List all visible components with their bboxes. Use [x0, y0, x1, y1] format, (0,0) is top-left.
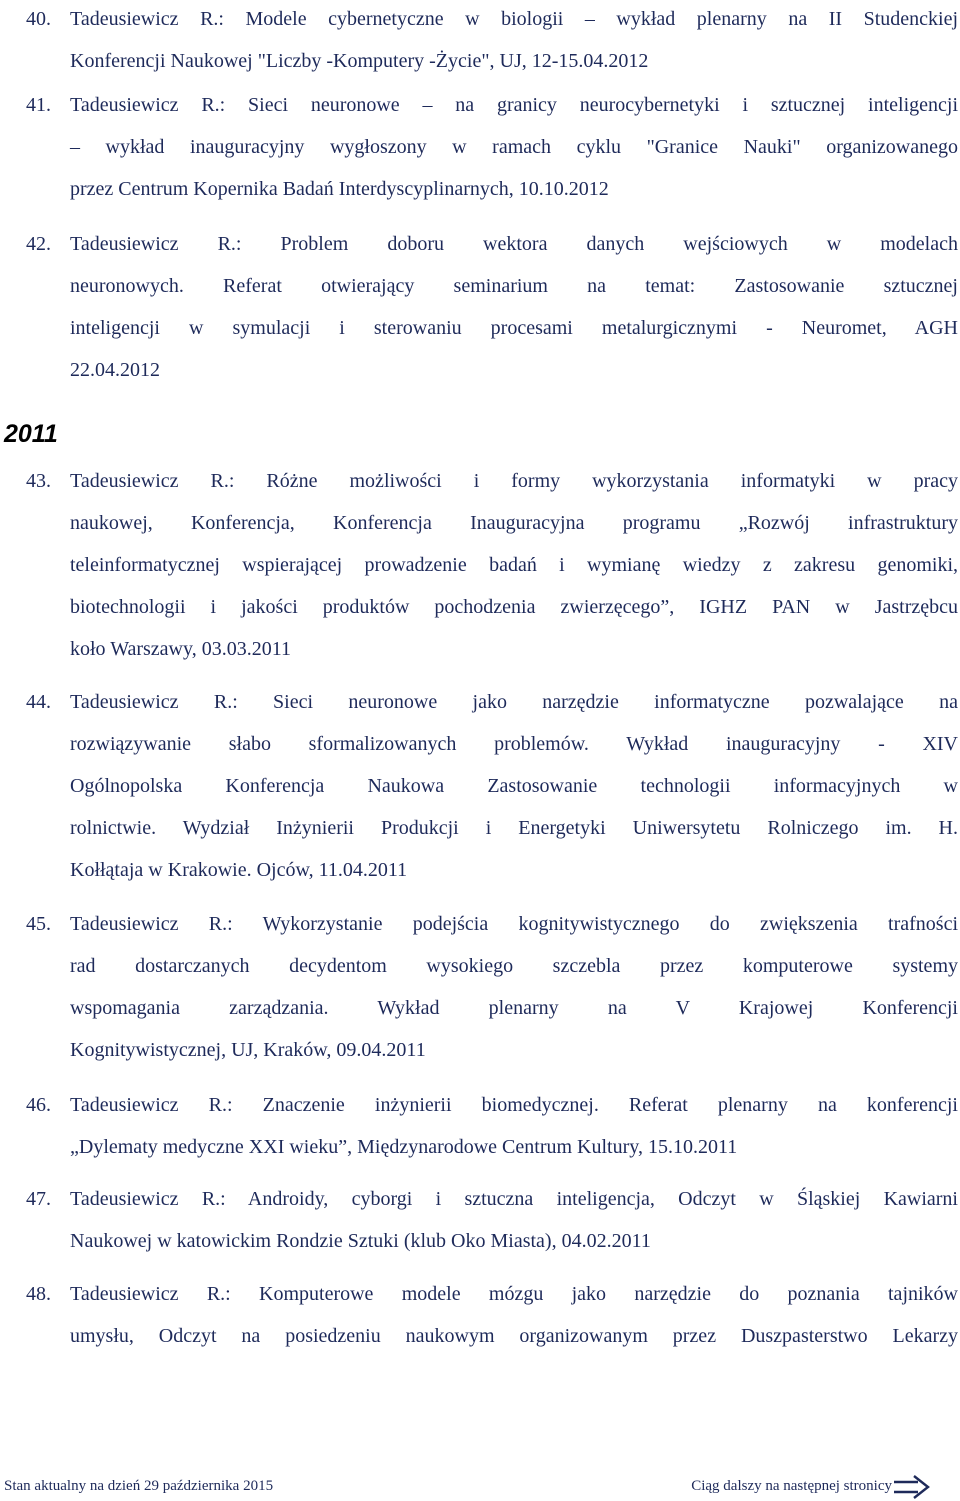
item-line: naukowej, Konferencja, Konferencja Inauguracyjna programu „Rozwój infrastruktury	[70, 512, 958, 534]
item-line: inteligencji w symulacji i sterowaniu procesami metalurgicznymi - Neuromet, AGH	[70, 317, 958, 339]
item-line: Tadeusiewicz R.: Różne możliwości i formy wykorzystania informatyki w pracy	[70, 470, 958, 492]
item-line: Naukowej w katowickim Rondzie Sztuki (klub Oko Miasta), 04.02.2011	[70, 1230, 651, 1252]
footer-status: Stan aktualny na dzień 29 października 2015	[4, 1478, 274, 1494]
item-line: przez Centrum Kopernika Badań Interdyscyplinarnych, 10.10.2012	[70, 178, 609, 200]
list-item	[26, 903, 958, 1071]
item-line: koło Warszawy, 03.03.2011	[70, 638, 291, 660]
item-line: Ogólnopolska Konferencja Naukowa Zastosowanie technologii informacyjnych w	[70, 775, 958, 797]
item-line: teleinformatycznej wspierającej prowadzenie badań i wymianę wiedzy z zakresu genomiki,	[70, 554, 958, 576]
item-line: Tadeusiewicz R.: Komputerowe modele mózgu jako narzędzie do poznania tajników	[70, 1283, 958, 1305]
item-line: rolnictwie. Wydział Inżynierii Produkcji i Energetyki Uniwersytetu Rolniczego im. H.	[70, 817, 958, 839]
item-line: biotechnologii i jakości produktów pochodzenia zwierzęcego”, IGHZ PAN w Jastrzębcu	[70, 596, 958, 618]
item-line: wspomagania zarządzania. Wykład plenarny na V Krajowej Konferencji	[70, 997, 958, 1019]
year-heading: 2011	[4, 420, 58, 448]
footer-continued: Ciąg dalszy na następnej stronicy	[691, 1478, 892, 1494]
item-line: Konferencji Naukowej "Liczby -Komputery -Życie", UJ, 12-15.04.2012	[70, 50, 649, 72]
item-line: „Dylematy medyczne XXI wieku”, Międzynarodowe Centrum Kultury, 15.10.2011	[70, 1136, 738, 1158]
item-line: neuronowych. Referat otwierający seminarium na temat: Zastosowanie sztucznej	[70, 275, 958, 297]
item-line: Tadeusiewicz R.: Sieci neuronowe – na granicy neurocybernetyki i sztucznej inteligencji	[70, 94, 958, 116]
double-right-arrow-icon	[892, 1473, 932, 1501]
item-line: rozwiązywanie słabo sformalizowanych problemów. Wykład inauguracyjny - XIV	[70, 733, 958, 755]
item-number: 42.	[26, 233, 51, 255]
item-number: 41.	[26, 94, 51, 116]
item-line: Tadeusiewicz R.: Modele cybernetyczne w biologii – wykład plenarny na II Studenckiej	[70, 8, 958, 30]
item-line: 22.04.2012	[70, 359, 160, 381]
list-item	[26, 1178, 958, 1262]
item-number: 44.	[26, 691, 51, 713]
item-number: 45.	[26, 913, 51, 935]
item-number: 43.	[26, 470, 51, 492]
item-line: Tadeusiewicz R.: Znaczenie inżynierii biomedycznej. Referat plenarny na konferencji	[70, 1094, 958, 1116]
item-number: 40.	[26, 8, 51, 30]
item-line: rad dostarczanych decydentom wysokiego szczebla przez komputerowe systemy	[70, 955, 958, 977]
item-line: Tadeusiewicz R.: Wykorzystanie podejścia kognitywistycznego do zwiększenia trafności	[70, 913, 958, 935]
item-line: Tadeusiewicz R.: Problem doboru wektora danych wejściowych w modelach	[70, 233, 958, 255]
item-number: 48.	[26, 1283, 51, 1305]
list-item	[26, 681, 958, 891]
item-line: Kognitywistycznej, UJ, Kraków, 09.04.2011	[70, 1039, 426, 1061]
item-number: 47.	[26, 1188, 51, 1210]
list-item	[26, 1273, 958, 1357]
list-item	[26, 460, 958, 670]
item-line: Tadeusiewicz R.: Sieci neuronowe jako narzędzie informatyczne pozwalające na	[70, 691, 958, 713]
item-line: Tadeusiewicz R.: Androidy, cyborgi i sztuczna inteligencja, Odczyt w Śląskiej Kawiarni	[70, 1188, 958, 1210]
list-item	[26, 0, 958, 82]
item-number: 46.	[26, 1094, 51, 1116]
list-item	[26, 84, 958, 210]
item-line: Kołłątaja w Krakowie. Ojców, 11.04.2011	[70, 859, 408, 881]
list-item	[26, 223, 958, 391]
item-line: umysłu, Odczyt na posiedzeniu naukowym organizowanym przez Duszpasterstwo Lekarzy	[70, 1325, 958, 1347]
list-item	[26, 1084, 958, 1168]
item-line: – wykład inauguracyjny wygłoszony w ramach cyklu "Granice Nauki" organizowanego	[70, 136, 958, 158]
